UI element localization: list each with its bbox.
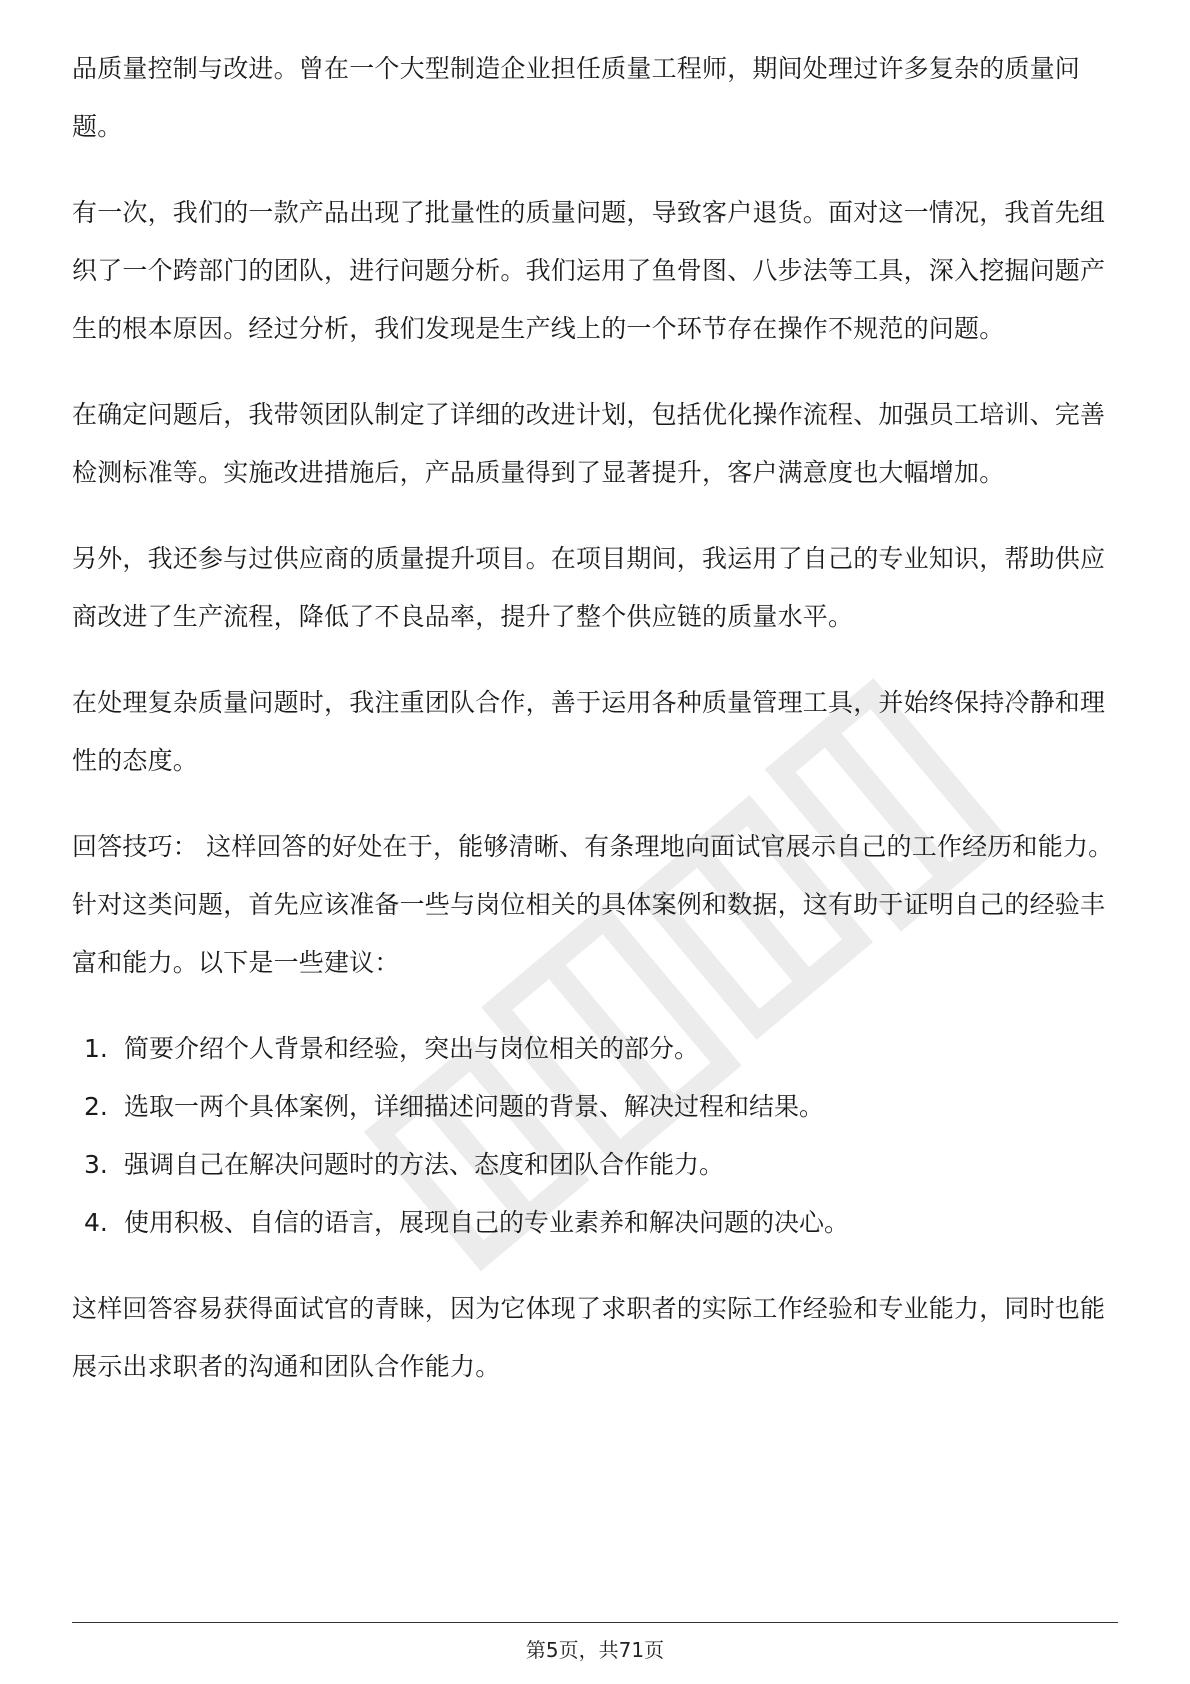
paragraph-tips: 回答技巧： 这样回答的好处在于，能够清晰、有条理地向面试官展示自己的工作经历和能力。针对这类问题，首先应该准备一些与岗位相关的具体案例和数据，这有助于证明自己的经验丰富和能力。以下是一些建议：: [72, 832, 1114, 977]
paragraph-supplier: 另外，我还参与过供应商的质量提升项目。在项目期间，我运用了自己的专业知识，帮助供应商改进了生产流程，降低了不良品率，提升了整个供应链的质量水平。: [72, 544, 1106, 631]
list-item: [72, 1194, 1118, 1252]
paragraph-improvement: 在确定问题后，我带领团队制定了详细的改进计划，包括优化操作流程、加强员工培训、完善检测标准等。实施改进措施后，产品质量得到了显著提升，客户满意度也大幅增加。: [72, 400, 1106, 487]
list-text: 强调自己在解决问题时的方法、态度和团队合作能力。: [124, 1150, 725, 1179]
paragraph-teamwork: 在处理复杂质量问题时，我注重团队合作，善于运用各种质量管理工具，并始终保持冷静和理性的态度。: [72, 688, 1106, 775]
list-item: [72, 1078, 1118, 1136]
list-number: 1.: [84, 1034, 108, 1063]
main-content: [72, 40, 1118, 1424]
page-number: 第5页，共71页: [525, 1638, 665, 1662]
list-text: 使用积极、自信的语言，展现自己的专业素养和解决问题的决心。: [124, 1208, 850, 1237]
list-number: 2.: [84, 1092, 108, 1121]
list-item: [72, 1020, 1118, 1078]
paragraph-intro: 品质量控制与改进。曾在一个大型制造企业担任质量工程师，期间处理过许多复杂的质量问题。: [72, 54, 1081, 141]
list-item: [72, 1136, 1118, 1194]
list-number: 3.: [84, 1150, 108, 1179]
suggestion-list: [72, 1020, 1118, 1252]
list-text: 选取一两个具体案例，详细描述问题的背景、解决过程和结果。: [124, 1092, 825, 1121]
footer-divider: [72, 1622, 1118, 1623]
list-number: 4.: [84, 1208, 108, 1237]
paragraph-case: 有一次，我们的一款产品出现了批量性的质量问题，导致客户退货。面对这一情况，我首先组织了一个跨部门的团队，进行问题分析。我们运用了鱼骨图、八步法等工具，深入挖掘问题产生的根本原因。经过分析，我们发现是生产线上的一个环节存在操作不规范的问题。: [72, 198, 1106, 343]
paragraph-closing: 这样回答容易获得面试官的青睐，因为它体现了求职者的实际工作经验和专业能力，同时也能展示出求职者的沟通和团队合作能力。: [72, 1294, 1106, 1381]
list-text: 简要介绍个人背景和经验，突出与岗位相关的部分。: [124, 1034, 700, 1063]
